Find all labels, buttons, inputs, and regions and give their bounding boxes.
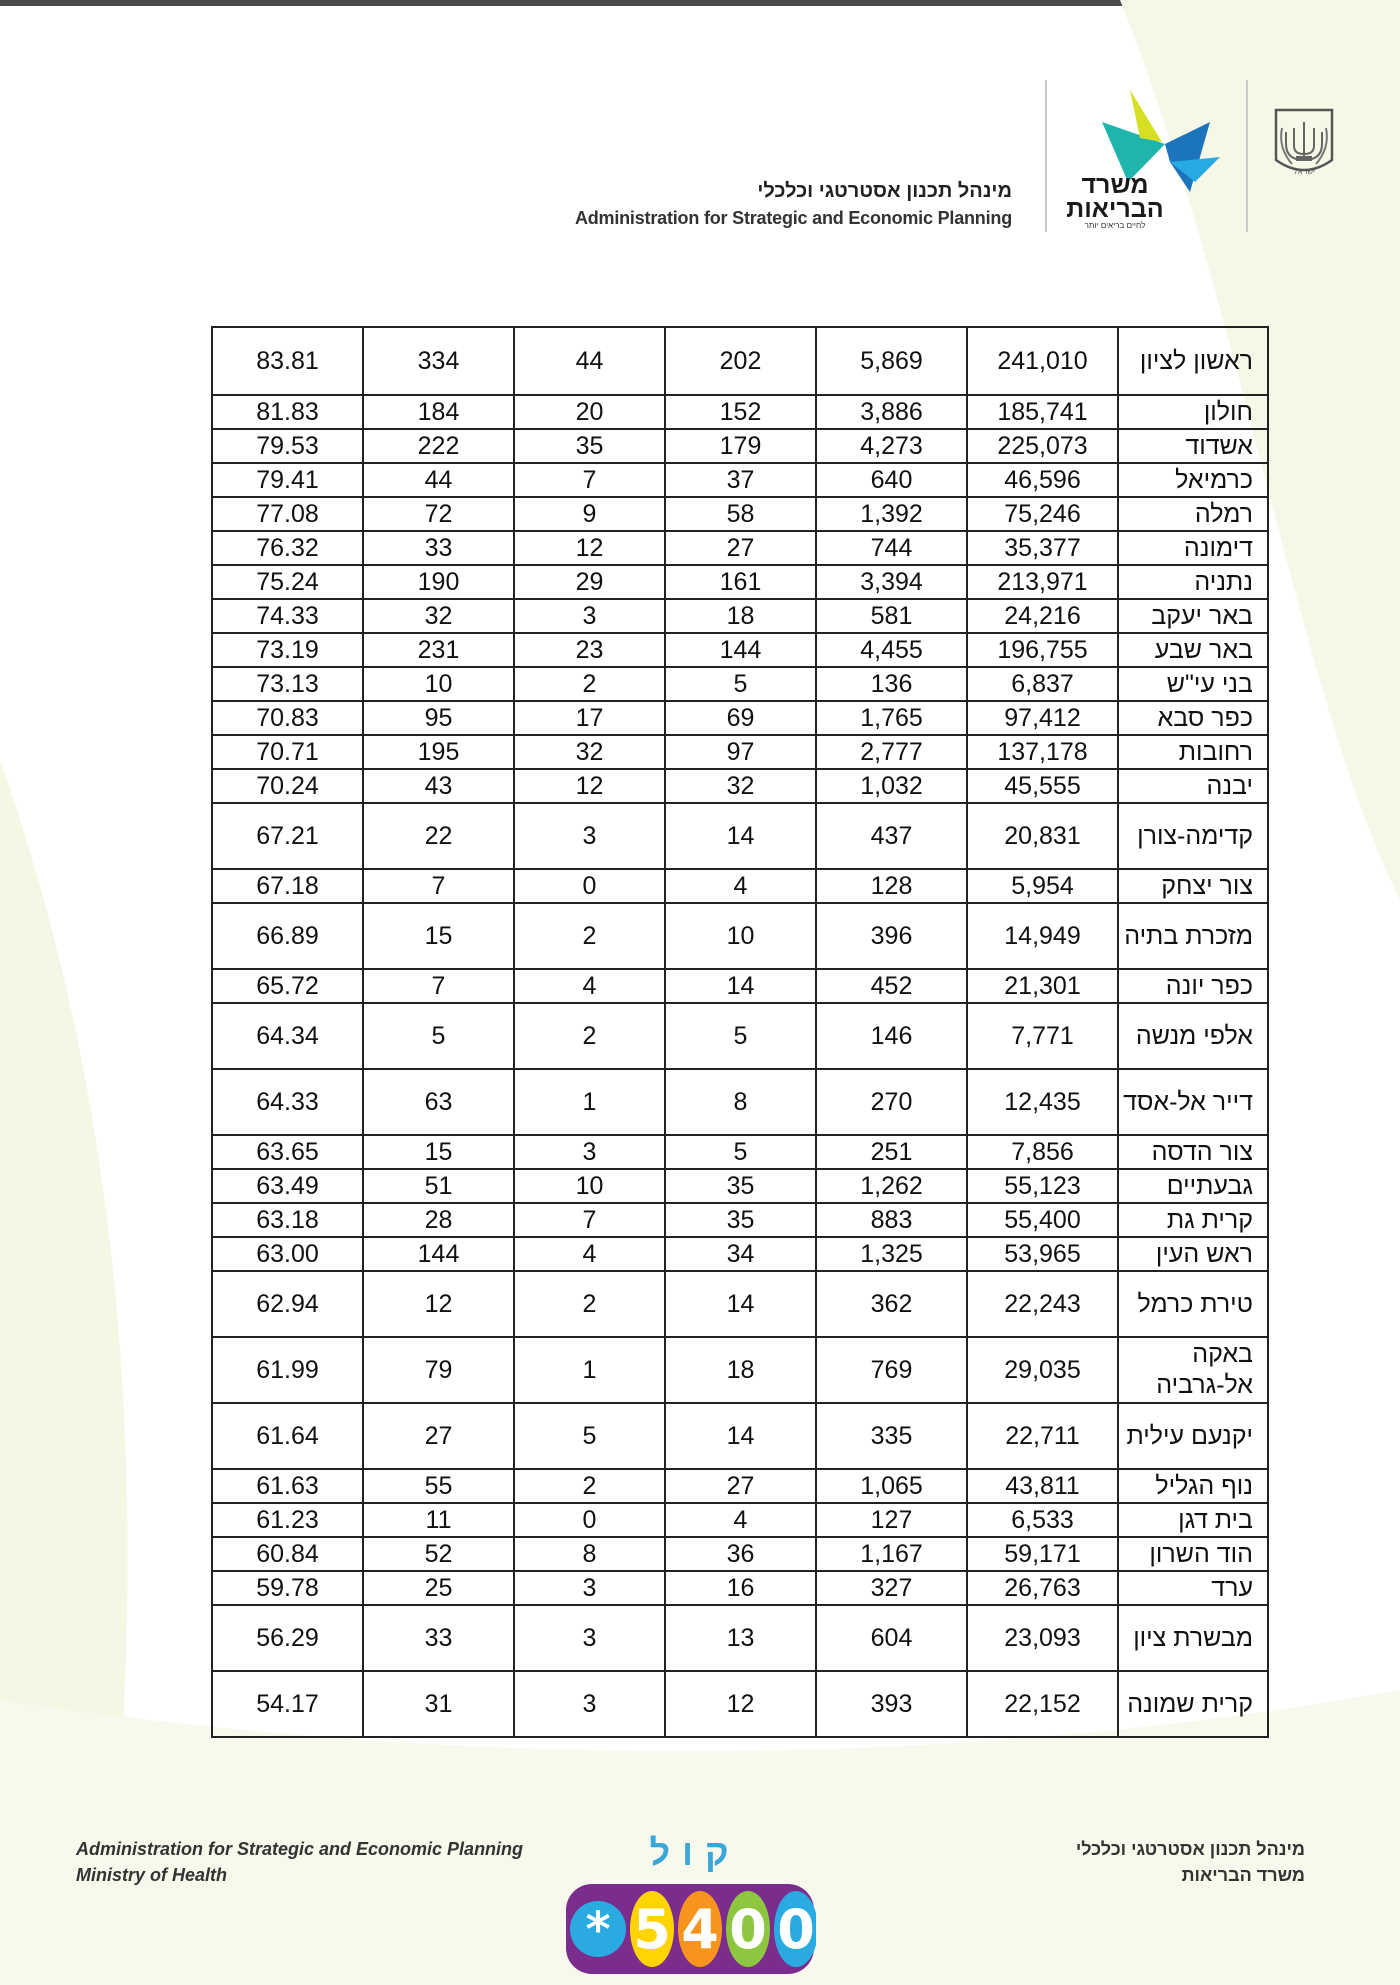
value-cell: 2 <box>514 667 665 701</box>
value-cell: 161 <box>665 565 816 599</box>
value-cell: 604 <box>816 1605 967 1671</box>
city-name-cell: בית דגן <box>1118 1503 1268 1537</box>
value-cell: 36 <box>665 1537 816 1571</box>
footer-english <box>76 1836 523 1888</box>
table-row <box>212 429 1268 463</box>
table-row <box>212 1069 1268 1135</box>
value-cell: 251 <box>816 1135 967 1169</box>
value-cell: 23,093 <box>967 1605 1118 1671</box>
value-cell: 67.21 <box>212 803 363 869</box>
city-name-cell: באר שבע <box>1118 633 1268 667</box>
value-cell: 12 <box>665 1671 816 1737</box>
value-cell: 1 <box>514 1069 665 1135</box>
value-cell: 7 <box>514 1203 665 1237</box>
value-cell: 0 <box>514 869 665 903</box>
header-divider <box>1045 80 1047 232</box>
city-name-cell: מבשרת ציון <box>1118 1605 1268 1671</box>
table-row <box>212 1403 1268 1469</box>
hotline-5400-logo <box>564 1878 816 1978</box>
value-cell: 18 <box>665 599 816 633</box>
value-cell: 4,273 <box>816 429 967 463</box>
value-cell: 66.89 <box>212 903 363 969</box>
value-cell: 3 <box>514 803 665 869</box>
value-cell: 222 <box>363 429 514 463</box>
table-row <box>212 463 1268 497</box>
value-cell: 5 <box>514 1403 665 1469</box>
value-cell: 396 <box>816 903 967 969</box>
value-cell: 75,246 <box>967 497 1118 531</box>
value-cell: 28 <box>363 1203 514 1237</box>
table-row <box>212 633 1268 667</box>
city-name-cell: קדימה-צורן <box>1118 803 1268 869</box>
table-row <box>212 327 1268 395</box>
value-cell: 335 <box>816 1403 967 1469</box>
city-name-cell: גבעתיים <box>1118 1169 1268 1203</box>
ministry-slogan: לחיים בריאים יותר <box>1084 221 1146 230</box>
city-name-cell: נתניה <box>1118 565 1268 599</box>
value-cell: 32 <box>665 769 816 803</box>
city-name-cell: רחובות <box>1118 735 1268 769</box>
city-name-cell: באקה אל-גרביה <box>1118 1337 1268 1403</box>
value-cell: 1,765 <box>816 701 967 735</box>
value-cell: 55 <box>363 1469 514 1503</box>
value-cell: 362 <box>816 1271 967 1337</box>
kol-habriut-title: קול <box>649 1832 741 1873</box>
value-cell: 32 <box>363 599 514 633</box>
value-cell: 4 <box>665 1503 816 1537</box>
value-cell: 63.00 <box>212 1237 363 1271</box>
value-cell: 35 <box>514 429 665 463</box>
hotline-digit: 4 <box>681 1898 719 1961</box>
value-cell: 52 <box>363 1537 514 1571</box>
table-row <box>212 701 1268 735</box>
ministry-name-line1: משרד <box>1081 171 1149 199</box>
value-cell: 10 <box>363 667 514 701</box>
value-cell: 393 <box>816 1671 967 1737</box>
table-row <box>212 599 1268 633</box>
value-cell: 83.81 <box>212 327 363 395</box>
value-cell: 1,262 <box>816 1169 967 1203</box>
value-cell: 10 <box>665 903 816 969</box>
value-cell: 213,971 <box>967 565 1118 599</box>
value-cell: 11 <box>363 1503 514 1537</box>
hotline-star: * <box>585 1902 611 1958</box>
value-cell: 22,152 <box>967 1671 1118 1737</box>
value-cell: 55,123 <box>967 1169 1118 1203</box>
city-name-cell: יבנה <box>1118 769 1268 803</box>
table-row <box>212 565 1268 599</box>
value-cell: 17 <box>514 701 665 735</box>
value-cell: 44 <box>514 327 665 395</box>
value-cell: 3 <box>514 599 665 633</box>
city-name-cell: קרית גת <box>1118 1203 1268 1237</box>
table-row <box>212 1469 1268 1503</box>
value-cell: 63.49 <box>212 1169 363 1203</box>
value-cell: 3,886 <box>816 395 967 429</box>
value-cell: 22,243 <box>967 1271 1118 1337</box>
table-row <box>212 735 1268 769</box>
value-cell: 35 <box>665 1203 816 1237</box>
value-cell: 8 <box>514 1537 665 1571</box>
value-cell: 1,032 <box>816 769 967 803</box>
value-cell: 128 <box>816 869 967 903</box>
value-cell: 70.83 <box>212 701 363 735</box>
value-cell: 62.94 <box>212 1271 363 1337</box>
value-cell: 5,954 <box>967 869 1118 903</box>
value-cell: 7 <box>363 969 514 1003</box>
value-cell: 5 <box>665 1003 816 1069</box>
city-name-cell: ערד <box>1118 1571 1268 1605</box>
value-cell: 22 <box>363 803 514 869</box>
city-name-cell: רמלה <box>1118 497 1268 531</box>
value-cell: 5,869 <box>816 327 967 395</box>
value-cell: 56.29 <box>212 1605 363 1671</box>
value-cell: 1,167 <box>816 1537 967 1571</box>
value-cell: 77.08 <box>212 497 363 531</box>
city-name-cell: כפר סבא <box>1118 701 1268 735</box>
value-cell: 61.99 <box>212 1337 363 1403</box>
value-cell: 581 <box>816 599 967 633</box>
hotline-digit: 0 <box>777 1898 815 1961</box>
state-emblem-icon <box>1272 108 1336 180</box>
value-cell: 3 <box>514 1671 665 1737</box>
value-cell: 31 <box>363 1671 514 1737</box>
table-row <box>212 1169 1268 1203</box>
value-cell: 29,035 <box>967 1337 1118 1403</box>
value-cell: 97 <box>665 735 816 769</box>
value-cell: 63.65 <box>212 1135 363 1169</box>
value-cell: 327 <box>816 1571 967 1605</box>
value-cell: 1,325 <box>816 1237 967 1271</box>
value-cell: 24,216 <box>967 599 1118 633</box>
value-cell: 7 <box>363 869 514 903</box>
value-cell: 0 <box>514 1503 665 1537</box>
header-divider-2 <box>1246 80 1248 232</box>
value-cell: 20,831 <box>967 803 1118 869</box>
table-row <box>212 1537 1268 1571</box>
table-row <box>212 969 1268 1003</box>
value-cell: 79.53 <box>212 429 363 463</box>
table-row <box>212 395 1268 429</box>
value-cell: 144 <box>665 633 816 667</box>
city-name-cell: ראשון לציון <box>1118 327 1268 395</box>
value-cell: 4 <box>514 1237 665 1271</box>
value-cell: 21,301 <box>967 969 1118 1003</box>
table-row <box>212 1271 1268 1337</box>
table-row <box>212 1503 1268 1537</box>
value-cell: 640 <box>816 463 967 497</box>
value-cell: 63 <box>363 1069 514 1135</box>
value-cell: 61.64 <box>212 1403 363 1469</box>
value-cell: 3 <box>514 1605 665 1671</box>
value-cell: 190 <box>363 565 514 599</box>
hotline-digit: 5 <box>633 1898 671 1961</box>
footer-english-line1: Administration for Strategic and Economic Planning <box>76 1839 524 1859</box>
value-cell: 10 <box>514 1169 665 1203</box>
value-cell: 769 <box>816 1337 967 1403</box>
city-name-cell: הוד השרון <box>1118 1537 1268 1571</box>
value-cell: 32 <box>514 735 665 769</box>
value-cell: 73.19 <box>212 633 363 667</box>
value-cell: 70.24 <box>212 769 363 803</box>
footer-hebrew <box>1076 1836 1305 1888</box>
value-cell: 43,811 <box>967 1469 1118 1503</box>
table-row <box>212 903 1268 969</box>
value-cell: 195 <box>363 735 514 769</box>
value-cell: 4 <box>665 869 816 903</box>
value-cell: 3 <box>514 1135 665 1169</box>
value-cell: 9 <box>514 497 665 531</box>
value-cell: 225,073 <box>967 429 1118 463</box>
value-cell: 95 <box>363 701 514 735</box>
value-cell: 12,435 <box>967 1069 1118 1135</box>
value-cell: 202 <box>665 327 816 395</box>
table-row <box>212 1203 1268 1237</box>
value-cell: 51 <box>363 1169 514 1203</box>
value-cell: 1 <box>514 1337 665 1403</box>
value-cell: 64.34 <box>212 1003 363 1069</box>
admin-title-hebrew: מינהל תכנון אסטרטגי וכלכלי <box>757 180 1012 202</box>
value-cell: 34 <box>665 1237 816 1271</box>
value-cell: 81.83 <box>212 395 363 429</box>
value-cell: 79.41 <box>212 463 363 497</box>
value-cell: 20 <box>514 395 665 429</box>
table-row <box>212 1003 1268 1069</box>
value-cell: 2 <box>514 1003 665 1069</box>
value-cell: 14 <box>665 1271 816 1337</box>
value-cell: 5 <box>665 667 816 701</box>
data-table <box>211 326 1269 1738</box>
value-cell: 1,065 <box>816 1469 967 1503</box>
value-cell: 59,171 <box>967 1537 1118 1571</box>
value-cell: 46,596 <box>967 463 1118 497</box>
city-name-cell: באר יעקב <box>1118 599 1268 633</box>
value-cell: 7,856 <box>967 1135 1118 1169</box>
table-row <box>212 1237 1268 1271</box>
value-cell: 63.18 <box>212 1203 363 1237</box>
city-name-cell: בני עי"ש <box>1118 667 1268 701</box>
value-cell: 54.17 <box>212 1671 363 1737</box>
value-cell: 196,755 <box>967 633 1118 667</box>
value-cell: 12 <box>514 769 665 803</box>
value-cell: 231 <box>363 633 514 667</box>
table-row <box>212 667 1268 701</box>
value-cell: 144 <box>363 1237 514 1271</box>
value-cell: 4 <box>514 969 665 1003</box>
value-cell: 5 <box>363 1003 514 1069</box>
value-cell: 70.71 <box>212 735 363 769</box>
value-cell: 883 <box>816 1203 967 1237</box>
value-cell: 23 <box>514 633 665 667</box>
city-name-cell: קרית שמונה <box>1118 1671 1268 1737</box>
value-cell: 53,965 <box>967 1237 1118 1271</box>
city-name-cell: טירת כרמל <box>1118 1271 1268 1337</box>
value-cell: 67.18 <box>212 869 363 903</box>
city-name-cell: דימונה <box>1118 531 1268 565</box>
value-cell: 7,771 <box>967 1003 1118 1069</box>
value-cell: 3 <box>514 1571 665 1605</box>
value-cell: 334 <box>363 327 514 395</box>
value-cell: 26,763 <box>967 1571 1118 1605</box>
value-cell: 33 <box>363 531 514 565</box>
value-cell: 4,455 <box>816 633 967 667</box>
value-cell: 437 <box>816 803 967 869</box>
city-name-cell: אשדוד <box>1118 429 1268 463</box>
table-row <box>212 1671 1268 1737</box>
value-cell: 75.24 <box>212 565 363 599</box>
value-cell: 58 <box>665 497 816 531</box>
city-name-cell: נוף הגליל <box>1118 1469 1268 1503</box>
value-cell: 6,837 <box>967 667 1118 701</box>
table-row <box>212 869 1268 903</box>
value-cell: 5 <box>665 1135 816 1169</box>
value-cell: 97,412 <box>967 701 1118 735</box>
value-cell: 27 <box>665 531 816 565</box>
value-cell: 45,555 <box>967 769 1118 803</box>
value-cell: 3,394 <box>816 565 967 599</box>
city-name-cell: צור הדסה <box>1118 1135 1268 1169</box>
value-cell: 7 <box>514 463 665 497</box>
value-cell: 27 <box>363 1403 514 1469</box>
value-cell: 241,010 <box>967 327 1118 395</box>
value-cell: 14 <box>665 969 816 1003</box>
city-name-cell: דייר אל-אסד <box>1118 1069 1268 1135</box>
value-cell: 8 <box>665 1069 816 1135</box>
value-cell: 136 <box>816 667 967 701</box>
value-cell: 6,533 <box>967 1503 1118 1537</box>
value-cell: 2,777 <box>816 735 967 769</box>
value-cell: 185,741 <box>967 395 1118 429</box>
city-name-cell: מזכרת בתיה <box>1118 903 1268 969</box>
value-cell: 2 <box>514 1271 665 1337</box>
table-row <box>212 531 1268 565</box>
value-cell: 1,392 <box>816 497 967 531</box>
value-cell: 22,711 <box>967 1403 1118 1469</box>
value-cell: 452 <box>816 969 967 1003</box>
value-cell: 146 <box>816 1003 967 1069</box>
table-row <box>212 1337 1268 1403</box>
value-cell: 79 <box>363 1337 514 1403</box>
value-cell: 184 <box>363 395 514 429</box>
footer-hebrew-line2: משרד הבריאות <box>1181 1865 1305 1885</box>
value-cell: 61.63 <box>212 1469 363 1503</box>
value-cell: 33 <box>363 1605 514 1671</box>
value-cell: 43 <box>363 769 514 803</box>
city-name-cell: כפר יונה <box>1118 969 1268 1003</box>
value-cell: 55,400 <box>967 1203 1118 1237</box>
table-row <box>212 1605 1268 1671</box>
value-cell: 15 <box>363 1135 514 1169</box>
value-cell: 29 <box>514 565 665 599</box>
admin-title-english: Administration for Strategic and Economic Planning <box>574 208 1012 228</box>
table-row <box>212 1135 1268 1169</box>
value-cell: 73.13 <box>212 667 363 701</box>
value-cell: 44 <box>363 463 514 497</box>
city-name-cell: יקנעם עילית <box>1118 1403 1268 1469</box>
emblem-label: ישראל <box>1293 167 1315 176</box>
value-cell: 61.23 <box>212 1503 363 1537</box>
value-cell: 69 <box>665 701 816 735</box>
table-body <box>212 327 1268 1737</box>
value-cell: 74.33 <box>212 599 363 633</box>
value-cell: 137,178 <box>967 735 1118 769</box>
table-row <box>212 803 1268 869</box>
value-cell: 270 <box>816 1069 967 1135</box>
value-cell: 14 <box>665 803 816 869</box>
table-row <box>212 769 1268 803</box>
value-cell: 12 <box>363 1271 514 1337</box>
value-cell: 35 <box>665 1169 816 1203</box>
footer-hebrew-line1: מינהל תכנון אסטרטגי וכלכלי <box>1075 1839 1305 1859</box>
value-cell: 76.32 <box>212 531 363 565</box>
value-cell: 179 <box>665 429 816 463</box>
value-cell: 64.33 <box>212 1069 363 1135</box>
value-cell: 13 <box>665 1605 816 1671</box>
value-cell: 72 <box>363 497 514 531</box>
value-cell: 14,949 <box>967 903 1118 969</box>
value-cell: 127 <box>816 1503 967 1537</box>
table-row <box>212 497 1268 531</box>
hotline-digit: 0 <box>729 1898 767 1961</box>
value-cell: 18 <box>665 1337 816 1403</box>
value-cell: 12 <box>514 531 665 565</box>
value-cell: 2 <box>514 1469 665 1503</box>
value-cell: 744 <box>816 531 967 565</box>
value-cell: 15 <box>363 903 514 969</box>
value-cell: 14 <box>665 1403 816 1469</box>
value-cell: 59.78 <box>212 1571 363 1605</box>
value-cell: 152 <box>665 395 816 429</box>
value-cell: 60.84 <box>212 1537 363 1571</box>
value-cell: 25 <box>363 1571 514 1605</box>
city-name-cell: חולון <box>1118 395 1268 429</box>
value-cell: 2 <box>514 903 665 969</box>
value-cell: 16 <box>665 1571 816 1605</box>
value-cell: 65.72 <box>212 969 363 1003</box>
table-row <box>212 1571 1268 1605</box>
city-name-cell: צור יצחק <box>1118 869 1268 903</box>
value-cell: 27 <box>665 1469 816 1503</box>
city-name-cell: כרמיאל <box>1118 463 1268 497</box>
city-name-cell: ראש העין <box>1118 1237 1268 1271</box>
value-cell: 35,377 <box>967 531 1118 565</box>
footer-english-line2: Ministry of Health <box>76 1865 228 1885</box>
value-cell: 37 <box>665 463 816 497</box>
ministry-name-line2: הבריאות <box>1066 195 1164 223</box>
city-name-cell: אלפי מנשה <box>1118 1003 1268 1069</box>
